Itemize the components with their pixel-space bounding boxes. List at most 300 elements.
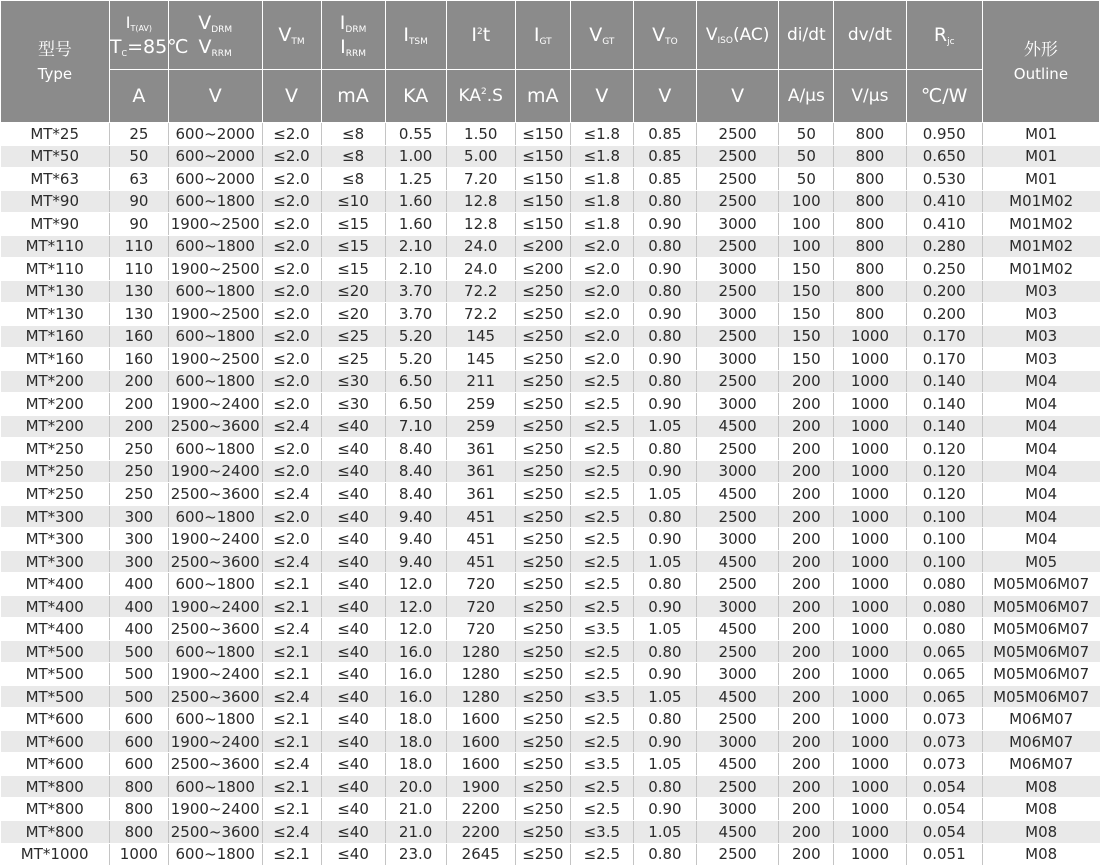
cell-vtm: ≤2.4 <box>262 753 321 776</box>
table-row <box>1 258 1100 281</box>
cell-rjc: 0.120 <box>906 483 982 506</box>
cell-type: MT*200 <box>1 370 110 393</box>
cell-di-dt: 200 <box>779 820 834 843</box>
cell-vto: 1.05 <box>633 483 696 506</box>
cell-vtm: ≤2.0 <box>262 123 321 146</box>
unit-dv-dt: V/μs <box>834 70 906 123</box>
cell-outline: M04 <box>982 505 1099 528</box>
cell-type: MT*63 <box>1 168 110 191</box>
cell-vto: 0.80 <box>633 843 696 866</box>
table-row <box>1 775 1100 798</box>
cell-di-dt: 100 <box>779 190 834 213</box>
cell-dv-dt: 1000 <box>834 438 906 461</box>
cell-type: MT*160 <box>1 325 110 348</box>
table-row <box>1 190 1100 213</box>
table-row <box>1 798 1100 821</box>
cell-i2t: 720 <box>446 573 515 596</box>
cell-vto: 0.80 <box>633 573 696 596</box>
cell-viso: 3000 <box>696 528 778 551</box>
cell-vtm: ≤2.0 <box>262 348 321 371</box>
table-row <box>1 123 1100 146</box>
cell-itsm: 9.40 <box>385 505 446 528</box>
cell-i2t: 7.20 <box>446 168 515 191</box>
cell-idrm-irrm: ≤40 <box>321 438 385 461</box>
cell-vdrm-vrrm: 600~1800 <box>168 280 262 303</box>
cell-vgt: ≤2.5 <box>570 843 633 866</box>
cell-vto: 0.85 <box>633 168 696 191</box>
cell-vtm: ≤2.0 <box>262 303 321 326</box>
table-row <box>1 730 1100 753</box>
cell-idrm-irrm: ≤40 <box>321 640 385 663</box>
cell-rjc: 0.950 <box>906 123 982 146</box>
table-row <box>1 348 1100 371</box>
cell-dv-dt: 800 <box>834 213 906 236</box>
header-itsm: $I_{TSM}$ <box>385 1 446 70</box>
cell-igt: ≤250 <box>515 640 570 663</box>
cell-itsm: 20.0 <box>385 775 446 798</box>
cell-viso: 3000 <box>696 348 778 371</box>
cell-vdrm-vrrm: 600~1800 <box>168 438 262 461</box>
cell-igt: ≤200 <box>515 235 570 258</box>
cell-vgt: ≤2.5 <box>570 460 633 483</box>
cell-idrm-irrm: ≤8 <box>321 123 385 146</box>
cell-type: MT*800 <box>1 820 110 843</box>
cell-type: MT*400 <box>1 618 110 641</box>
cell-vtm: ≤2.4 <box>262 618 321 641</box>
cell-itsm: 21.0 <box>385 798 446 821</box>
cell-di-dt: 200 <box>779 505 834 528</box>
cell-itsm: 8.40 <box>385 483 446 506</box>
cell-vgt: ≤2.0 <box>570 280 633 303</box>
cell-vto: 0.90 <box>633 528 696 551</box>
cell-type: MT*250 <box>1 460 110 483</box>
table-row <box>1 460 1100 483</box>
cell-vdrm-vrrm: 2500~3600 <box>168 483 262 506</box>
table-row <box>1 685 1100 708</box>
cell-rjc: 0.410 <box>906 190 982 213</box>
cell-outline: M01M02 <box>982 235 1099 258</box>
cell-i2t: 361 <box>446 438 515 461</box>
cell-vgt: ≤2.5 <box>570 798 633 821</box>
cell-di-dt: 200 <box>779 663 834 686</box>
cell-idrm-irrm: ≤15 <box>321 235 385 258</box>
cell-viso: 4500 <box>696 415 778 438</box>
cell-itsm: 6.50 <box>385 393 446 416</box>
cell-it-av: 800 <box>109 798 168 821</box>
cell-rjc: 0.065 <box>906 640 982 663</box>
table-row <box>1 550 1100 573</box>
cell-igt: ≤250 <box>515 280 570 303</box>
cell-type: MT*160 <box>1 348 110 371</box>
cell-vtm: ≤2.0 <box>262 505 321 528</box>
cell-dv-dt: 1000 <box>834 325 906 348</box>
table-row <box>1 438 1100 461</box>
cell-type: MT*110 <box>1 258 110 281</box>
cell-vto: 0.80 <box>633 280 696 303</box>
cell-vdrm-vrrm: 2500~3600 <box>168 820 262 843</box>
cell-type: MT*25 <box>1 123 110 146</box>
cell-rjc: 0.200 <box>906 303 982 326</box>
cell-vtm: ≤2.0 <box>262 213 321 236</box>
header-vgt: $V_{GT}$ <box>570 1 633 70</box>
cell-vto: 0.85 <box>633 123 696 146</box>
cell-idrm-irrm: ≤40 <box>321 730 385 753</box>
cell-dv-dt: 800 <box>834 123 906 146</box>
cell-rjc: 0.120 <box>906 438 982 461</box>
unit-i2t: $KA^2.S$ <box>446 70 515 123</box>
cell-vtm: ≤2.0 <box>262 145 321 168</box>
cell-idrm-irrm: ≤40 <box>321 798 385 821</box>
cell-vdrm-vrrm: 600~1800 <box>168 370 262 393</box>
cell-it-av: 250 <box>109 460 168 483</box>
cell-vdrm-vrrm: 1900~2500 <box>168 213 262 236</box>
cell-outline: M03 <box>982 303 1099 326</box>
header-vdrm-vrrm: $V_{DRM}$ $V_{RRM}$ <box>168 1 262 70</box>
cell-dv-dt: 1000 <box>834 843 906 866</box>
cell-di-dt: 200 <box>779 393 834 416</box>
cell-itsm: 9.40 <box>385 528 446 551</box>
unit-viso: V <box>696 70 778 123</box>
unit-rjc: ℃/W <box>906 70 982 123</box>
cell-dv-dt: 1000 <box>834 550 906 573</box>
cell-vdrm-vrrm: 2500~3600 <box>168 415 262 438</box>
cell-i2t: 145 <box>446 325 515 348</box>
cell-igt: ≤250 <box>515 618 570 641</box>
cell-vto: 0.80 <box>633 775 696 798</box>
cell-di-dt: 200 <box>779 370 834 393</box>
cell-vto: 1.05 <box>633 618 696 641</box>
cell-vto: 0.90 <box>633 393 696 416</box>
cell-vgt: ≤3.5 <box>570 618 633 641</box>
cell-idrm-irrm: ≤30 <box>321 393 385 416</box>
cell-i2t: 12.8 <box>446 190 515 213</box>
cell-viso: 3000 <box>696 393 778 416</box>
table-row <box>1 415 1100 438</box>
cell-dv-dt: 1000 <box>834 640 906 663</box>
cell-dv-dt: 1000 <box>834 460 906 483</box>
cell-rjc: 0.250 <box>906 258 982 281</box>
table-body <box>1 123 1100 866</box>
unit-it-av: A <box>109 70 168 123</box>
cell-outline: M06M07 <box>982 753 1099 776</box>
cell-itsm: 1.60 <box>385 213 446 236</box>
cell-viso: 2500 <box>696 573 778 596</box>
table-row <box>1 303 1100 326</box>
cell-outline: M03 <box>982 280 1099 303</box>
cell-vdrm-vrrm: 600~1800 <box>168 640 262 663</box>
cell-vto: 0.80 <box>633 505 696 528</box>
cell-vgt: ≤1.8 <box>570 168 633 191</box>
cell-rjc: 0.080 <box>906 618 982 641</box>
cell-igt: ≤250 <box>515 595 570 618</box>
cell-i2t: 259 <box>446 415 515 438</box>
cell-di-dt: 150 <box>779 303 834 326</box>
cell-it-av: 300 <box>109 505 168 528</box>
cell-igt: ≤150 <box>515 213 570 236</box>
cell-viso: 2500 <box>696 708 778 731</box>
cell-vtm: ≤2.4 <box>262 483 321 506</box>
cell-outline: M05M06M07 <box>982 595 1099 618</box>
cell-vto: 0.80 <box>633 325 696 348</box>
cell-i2t: 211 <box>446 370 515 393</box>
cell-idrm-irrm: ≤10 <box>321 190 385 213</box>
cell-it-av: 200 <box>109 370 168 393</box>
cell-viso: 3000 <box>696 663 778 686</box>
cell-vtm: ≤2.0 <box>262 528 321 551</box>
cell-vgt: ≤1.8 <box>570 190 633 213</box>
cell-idrm-irrm: ≤40 <box>321 415 385 438</box>
cell-rjc: 0.650 <box>906 145 982 168</box>
cell-it-av: 90 <box>109 213 168 236</box>
cell-outline: M01M02 <box>982 258 1099 281</box>
cell-vgt: ≤2.5 <box>570 438 633 461</box>
cell-i2t: 24.0 <box>446 258 515 281</box>
cell-viso: 3000 <box>696 798 778 821</box>
cell-it-av: 600 <box>109 708 168 731</box>
table-row <box>1 618 1100 641</box>
cell-vdrm-vrrm: 1900~2400 <box>168 528 262 551</box>
cell-vto: 1.05 <box>633 550 696 573</box>
cell-outline: M04 <box>982 415 1099 438</box>
cell-it-av: 250 <box>109 483 168 506</box>
table-row <box>1 370 1100 393</box>
unit-idrm: mA <box>321 70 385 123</box>
cell-i2t: 2200 <box>446 820 515 843</box>
cell-outline: M04 <box>982 528 1099 551</box>
cell-di-dt: 150 <box>779 258 834 281</box>
cell-igt: ≤250 <box>515 820 570 843</box>
cell-vgt: ≤2.0 <box>570 325 633 348</box>
cell-outline: M08 <box>982 775 1099 798</box>
cell-dv-dt: 1000 <box>834 348 906 371</box>
cell-i2t: 361 <box>446 460 515 483</box>
cell-igt: ≤250 <box>515 708 570 731</box>
cell-it-av: 130 <box>109 280 168 303</box>
cell-outline: M04 <box>982 370 1099 393</box>
cell-vtm: ≤2.1 <box>262 730 321 753</box>
cell-outline: M08 <box>982 798 1099 821</box>
cell-dv-dt: 1000 <box>834 775 906 798</box>
cell-it-av: 800 <box>109 775 168 798</box>
table-row <box>1 595 1100 618</box>
cell-outline: M04 <box>982 460 1099 483</box>
cell-it-av: 130 <box>109 303 168 326</box>
cell-itsm: 12.0 <box>385 595 446 618</box>
cell-rjc: 0.140 <box>906 370 982 393</box>
cell-vdrm-vrrm: 1900~2400 <box>168 393 262 416</box>
cell-vdrm-vrrm: 1900~2400 <box>168 798 262 821</box>
unit-igt: mA <box>515 70 570 123</box>
cell-rjc: 0.410 <box>906 213 982 236</box>
cell-igt: ≤250 <box>515 798 570 821</box>
cell-it-av: 500 <box>109 685 168 708</box>
cell-vto: 1.05 <box>633 415 696 438</box>
cell-vgt: ≤3.5 <box>570 753 633 776</box>
cell-rjc: 0.120 <box>906 460 982 483</box>
cell-vdrm-vrrm: 600~2000 <box>168 168 262 191</box>
cell-rjc: 0.140 <box>906 393 982 416</box>
cell-vgt: ≤2.0 <box>570 303 633 326</box>
cell-outline: M01 <box>982 168 1099 191</box>
cell-outline: M05M06M07 <box>982 618 1099 641</box>
cell-it-av: 50 <box>109 145 168 168</box>
table-row <box>1 235 1100 258</box>
cell-vdrm-vrrm: 2500~3600 <box>168 550 262 573</box>
cell-viso: 3000 <box>696 730 778 753</box>
cell-dv-dt: 800 <box>834 280 906 303</box>
cell-vgt: ≤1.8 <box>570 123 633 146</box>
cell-vtm: ≤2.1 <box>262 708 321 731</box>
cell-vdrm-vrrm: 2500~3600 <box>168 685 262 708</box>
cell-igt: ≤250 <box>515 438 570 461</box>
cell-igt: ≤250 <box>515 303 570 326</box>
cell-outline: M06M07 <box>982 730 1099 753</box>
cell-it-av: 110 <box>109 258 168 281</box>
cell-idrm-irrm: ≤15 <box>321 213 385 236</box>
cell-vtm: ≤2.0 <box>262 280 321 303</box>
cell-igt: ≤250 <box>515 415 570 438</box>
cell-vdrm-vrrm: 600~1800 <box>168 235 262 258</box>
cell-itsm: 6.50 <box>385 370 446 393</box>
cell-outline: M04 <box>982 438 1099 461</box>
cell-igt: ≤250 <box>515 550 570 573</box>
cell-itsm: 8.40 <box>385 460 446 483</box>
cell-igt: ≤250 <box>515 753 570 776</box>
cell-i2t: 1280 <box>446 663 515 686</box>
cell-type: MT*130 <box>1 303 110 326</box>
cell-i2t: 2645 <box>446 843 515 866</box>
cell-itsm: 9.40 <box>385 550 446 573</box>
table-row <box>1 168 1100 191</box>
cell-idrm-irrm: ≤25 <box>321 348 385 371</box>
table-row <box>1 393 1100 416</box>
table-row <box>1 505 1100 528</box>
cell-viso: 2500 <box>696 370 778 393</box>
cell-dv-dt: 1000 <box>834 753 906 776</box>
cell-idrm-irrm: ≤20 <box>321 280 385 303</box>
cell-outline: M03 <box>982 325 1099 348</box>
cell-i2t: 451 <box>446 528 515 551</box>
cell-itsm: 12.0 <box>385 618 446 641</box>
cell-vgt: ≤2.5 <box>570 370 633 393</box>
cell-rjc: 0.054 <box>906 775 982 798</box>
cell-vdrm-vrrm: 1900~2500 <box>168 348 262 371</box>
cell-igt: ≤150 <box>515 123 570 146</box>
cell-di-dt: 200 <box>779 550 834 573</box>
cell-viso: 2500 <box>696 145 778 168</box>
cell-igt: ≤150 <box>515 168 570 191</box>
cell-di-dt: 200 <box>779 528 834 551</box>
cell-di-dt: 100 <box>779 235 834 258</box>
cell-it-av: 800 <box>109 820 168 843</box>
cell-it-av: 400 <box>109 573 168 596</box>
cell-outline: M01 <box>982 123 1099 146</box>
cell-itsm: 12.0 <box>385 573 446 596</box>
cell-vtm: ≤2.4 <box>262 550 321 573</box>
cell-igt: ≤250 <box>515 843 570 866</box>
cell-it-av: 160 <box>109 348 168 371</box>
cell-viso: 4500 <box>696 550 778 573</box>
cell-di-dt: 200 <box>779 685 834 708</box>
cell-igt: ≤250 <box>515 528 570 551</box>
cell-viso: 3000 <box>696 460 778 483</box>
cell-rjc: 0.051 <box>906 843 982 866</box>
cell-i2t: 1.50 <box>446 123 515 146</box>
cell-outline: M05M06M07 <box>982 685 1099 708</box>
unit-di-dt: A/μs <box>779 70 834 123</box>
cell-viso: 3000 <box>696 303 778 326</box>
table-row <box>1 280 1100 303</box>
cell-rjc: 0.080 <box>906 595 982 618</box>
unit-vtm: V <box>262 70 321 123</box>
cell-viso: 4500 <box>696 483 778 506</box>
cell-itsm: 0.55 <box>385 123 446 146</box>
cell-vgt: ≤2.5 <box>570 415 633 438</box>
cell-itsm: 16.0 <box>385 663 446 686</box>
cell-rjc: 0.100 <box>906 550 982 573</box>
cell-viso: 4500 <box>696 753 778 776</box>
cell-type: MT*500 <box>1 640 110 663</box>
cell-idrm-irrm: ≤8 <box>321 145 385 168</box>
cell-vgt: ≤2.0 <box>570 235 633 258</box>
cell-di-dt: 200 <box>779 730 834 753</box>
cell-i2t: 451 <box>446 550 515 573</box>
cell-i2t: 720 <box>446 618 515 641</box>
cell-vdrm-vrrm: 2500~3600 <box>168 753 262 776</box>
cell-di-dt: 200 <box>779 640 834 663</box>
cell-idrm-irrm: ≤8 <box>321 168 385 191</box>
cell-igt: ≤150 <box>515 145 570 168</box>
cell-type: MT*200 <box>1 393 110 416</box>
cell-rjc: 0.073 <box>906 753 982 776</box>
cell-vtm: ≤2.0 <box>262 168 321 191</box>
cell-vgt: ≤1.8 <box>570 213 633 236</box>
cell-it-av: 1000 <box>109 843 168 866</box>
cell-rjc: 0.200 <box>906 280 982 303</box>
header-viso: $V_{ISO}(AC)$ <box>696 1 778 70</box>
cell-viso: 2500 <box>696 123 778 146</box>
table-row <box>1 663 1100 686</box>
cell-it-av: 90 <box>109 190 168 213</box>
cell-dv-dt: 800 <box>834 303 906 326</box>
cell-itsm: 1.25 <box>385 168 446 191</box>
cell-outline: M05 <box>982 550 1099 573</box>
cell-vgt: ≤1.8 <box>570 145 633 168</box>
cell-itsm: 2.10 <box>385 235 446 258</box>
cell-type: MT*600 <box>1 708 110 731</box>
cell-dv-dt: 1000 <box>834 708 906 731</box>
cell-igt: ≤200 <box>515 258 570 281</box>
cell-igt: ≤250 <box>515 685 570 708</box>
cell-vdrm-vrrm: 1900~2400 <box>168 460 262 483</box>
cell-vdrm-vrrm: 600~1800 <box>168 190 262 213</box>
header-vtm: $V_{TM}$ <box>262 1 321 70</box>
cell-igt: ≤250 <box>515 573 570 596</box>
cell-type: MT*600 <box>1 753 110 776</box>
cell-di-dt: 200 <box>779 460 834 483</box>
cell-viso: 2500 <box>696 438 778 461</box>
cell-outline: M08 <box>982 843 1099 866</box>
cell-viso: 2500 <box>696 505 778 528</box>
cell-igt: ≤250 <box>515 460 570 483</box>
cell-type: MT*400 <box>1 595 110 618</box>
header-idrm-irrm: $I_{DRM}$ $I_{RRM}$ <box>321 1 385 70</box>
cell-di-dt: 200 <box>779 753 834 776</box>
cell-dv-dt: 1000 <box>834 618 906 641</box>
cell-i2t: 1280 <box>446 640 515 663</box>
cell-type: MT*800 <box>1 798 110 821</box>
cell-vtm: ≤2.1 <box>262 798 321 821</box>
